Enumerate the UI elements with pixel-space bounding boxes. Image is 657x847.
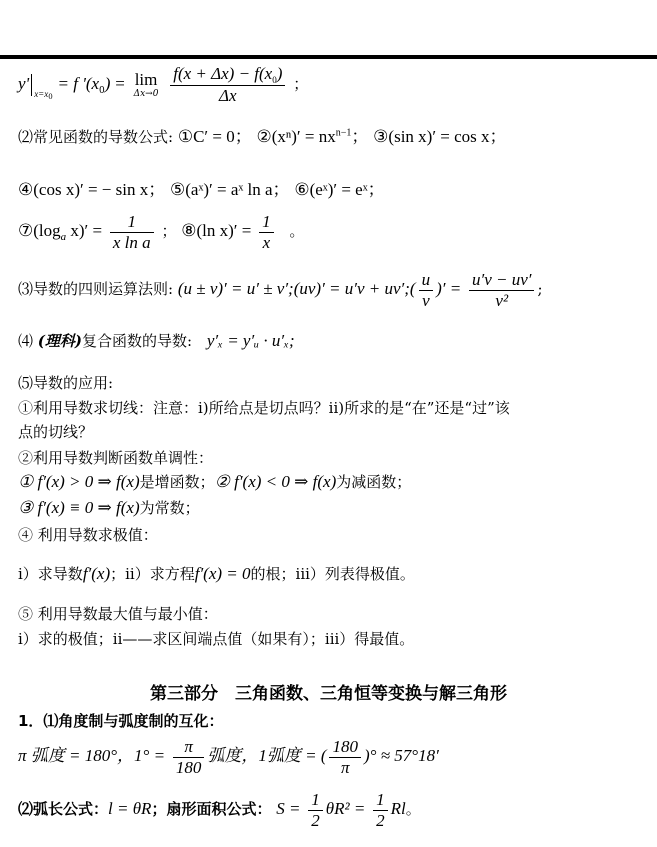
conv-pi: π <box>173 737 205 758</box>
conv-180: 180 <box>175 757 202 777</box>
tail: ; <box>537 280 543 299</box>
formula-4: ④(cos x)′ = − sin x； <box>18 180 166 199</box>
equals: = <box>115 73 125 93</box>
tangent-note-cont: 点的切线？ <box>18 423 94 441</box>
formula-7-fraction <box>110 212 154 252</box>
max-min-steps: i）求的极值；ii——求区间端点值（如果有）；iii）得最值。 <box>18 630 415 648</box>
arc-label: ⑵弧长公式： <box>18 800 109 819</box>
item4-label: ⑷ <box>18 332 34 350</box>
period: 。 <box>289 222 305 241</box>
formula-7-mid: x)′ = <box>66 221 103 241</box>
common-derivatives-row2 <box>18 175 385 200</box>
quotient-rule-fraction <box>469 270 535 310</box>
qr-den: v² <box>495 290 509 310</box>
eval-subscript: x=x <box>34 88 49 99</box>
extrema-steps <box>18 563 415 584</box>
tangent-note: ①利用导数求切线：注意：i)所给点是切点吗？ii)所求的是“在”还是“过”该 <box>18 399 510 417</box>
arc-formula: l = θR <box>108 799 152 819</box>
part3-title: 第三部分 三角函数、三角恒等变换与解三角形 <box>150 684 507 704</box>
arc-length-sector-area <box>18 790 421 830</box>
f7-num: 1 <box>110 212 154 233</box>
item3-label: ⑶导数的四则运算法则: <box>18 280 174 299</box>
f-prime-x0: = f '(x <box>57 73 100 93</box>
u: u <box>419 270 434 291</box>
dq-numerator: f(x + Δx) − f(x <box>173 64 273 83</box>
formula-1: ①C′ = 0； <box>177 127 252 146</box>
sector-frac-1 <box>308 790 323 830</box>
half-den-1: 2 <box>311 810 320 830</box>
dq-num-end: ) <box>276 64 283 83</box>
formula-8-fraction <box>259 212 274 252</box>
formula-3: ③(sin x)′ = cos x； <box>373 127 507 146</box>
half-num-1: 1 <box>308 790 323 811</box>
chain-rule <box>18 330 295 351</box>
u-over-v <box>419 270 434 310</box>
sector-label: ；扇形面积公式： <box>151 800 272 819</box>
sector-s: S = <box>276 799 301 819</box>
ext-3: ；ii）求方程 <box>110 565 195 583</box>
formula-2-tail: ； <box>351 127 369 146</box>
quotient-equals: )′ = <box>436 279 462 299</box>
angle-conversion-formula <box>18 737 439 777</box>
sector-frac-2 <box>373 790 388 830</box>
conv-frac-1 <box>173 737 205 777</box>
formula-7: ⑦(log <box>18 221 61 241</box>
common-derivatives-row3 <box>18 212 304 252</box>
formula-2-text: ②(xⁿ)′ = nx <box>256 127 336 146</box>
chain-rule-formula: y′ₓ = y′ᵤ · u′ₓ; <box>206 331 295 350</box>
eval-subscript-zero: 0 <box>48 92 53 101</box>
conv-num: 180 <box>329 737 361 758</box>
monotonic-rule-1 <box>18 471 411 492</box>
max-min-heading: ⑤ 利用导数最大值与最小值： <box>18 605 218 623</box>
y-prime: y' <box>18 73 30 93</box>
semicolon: ； <box>293 74 309 93</box>
conv-den: π <box>340 757 350 777</box>
item4-text: 复合函数的导数: <box>82 332 193 350</box>
common-derivatives-row1 <box>18 122 507 147</box>
monotonic-heading: ②利用导数判断函数单调性： <box>18 449 214 467</box>
f8-den: x <box>262 232 271 252</box>
half-num-2: 1 <box>373 790 388 811</box>
mono-r3-text: 为常数； <box>139 499 200 517</box>
log-base: a <box>60 231 67 244</box>
item5-label: ⑸导数的应用: <box>18 374 114 392</box>
lim-text: lim <box>134 70 158 90</box>
conv-3: )° ≈ 57°18′ <box>363 746 439 766</box>
monotonic-rule-2 <box>18 497 200 518</box>
dq-denominator: Δx <box>219 86 237 106</box>
half-den-2: 2 <box>376 810 385 830</box>
mono-r3: ③ f′(x) ≡ 0 ⇒ f(x) <box>18 498 140 517</box>
end-period: 。 <box>405 800 421 819</box>
mono-r2-text: 为减函数； <box>336 473 412 491</box>
conv-1: π 弧度 = 180°，1° = <box>18 746 166 766</box>
ext-2: f′(x) <box>82 564 111 583</box>
difference-quotient: $\frac{f(x + \Delta x) - f(x_0)}{\Delta x}$ <box>170 64 285 106</box>
f8-num: 1 <box>259 212 274 233</box>
top-rule <box>0 55 657 59</box>
formula-8: ⑧(ln x)′ = <box>181 221 252 241</box>
derivative-definition: $y'_{x=x0} = f$ '$(x_0) = \lim$ Δx→0 $\frac{f(x + \Delta x) - f(x_0)}{\Delta x}$ ； <box>18 64 309 106</box>
mono-r2: ② f′(x) < 0 ⇒ f(x) <box>214 472 337 491</box>
mono-r1: ① f′(x) > 0 ⇒ f(x) <box>18 472 140 491</box>
rules-formula: (u ± v)′ = u′ ± v′;(uv)′ = u′v + uv′;( <box>177 279 416 299</box>
formula-2 <box>257 127 369 146</box>
v: v <box>422 290 430 310</box>
mono-r1-text: 是增函数； <box>139 473 215 491</box>
qr-num: u′v − uv′ <box>469 270 535 291</box>
item2-label: ⑵常见函数的导数公式: <box>18 128 174 146</box>
conv-2: 弧度，1弧度 = ( <box>207 746 327 766</box>
limit <box>134 70 159 99</box>
extrema-heading: ④ 利用导数求极值： <box>18 526 158 544</box>
ext-4: f′(x) = 0 <box>194 564 251 583</box>
f7-den: x ln a <box>112 232 151 252</box>
formula-6: ⑥(eˣ)′ = eˣ； <box>294 180 385 199</box>
formula-5: ⑤(aˣ)′ = aˣ ln a； <box>170 180 290 199</box>
sep: ； <box>161 222 177 241</box>
ext-5: 的根；iii）列表得极值。 <box>250 565 415 583</box>
sector-rl: Rl <box>390 799 406 819</box>
sector-theta-r2: θR² = <box>325 799 366 819</box>
conv-frac-2 <box>329 737 361 777</box>
arithmetic-rules <box>18 270 543 310</box>
science-tag: (理科) <box>37 332 82 350</box>
formula-2-exp: n−1 <box>335 127 352 139</box>
ext-1: i）求导数 <box>18 565 83 583</box>
angle-conversion-heading: 1．⑴角度制与弧度制的互化： <box>18 712 224 730</box>
lim-subscript: Δx→0 <box>133 89 159 100</box>
close-paren: ) <box>104 73 111 93</box>
